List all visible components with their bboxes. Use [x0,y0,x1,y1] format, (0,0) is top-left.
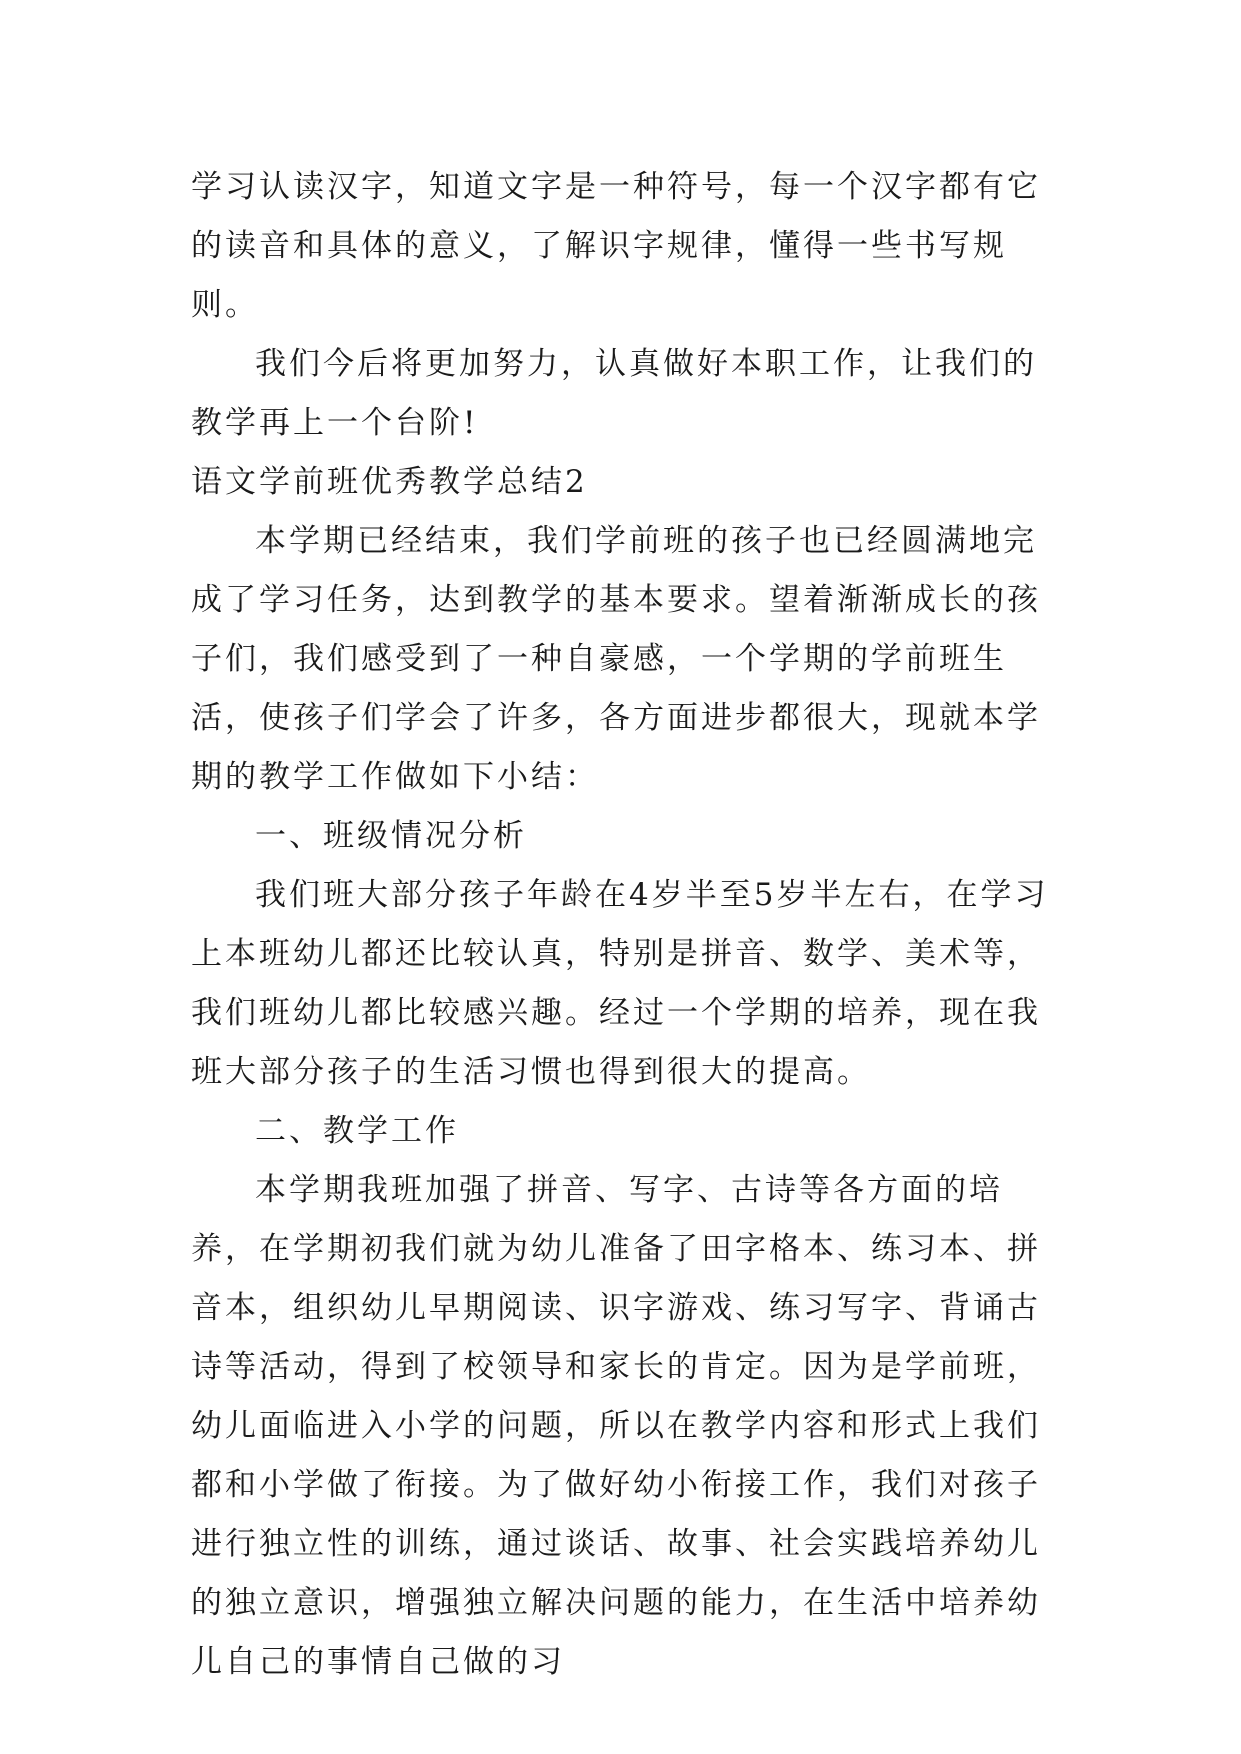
paragraph-3: 本学期已经结束，我们学前班的孩子也已经圆满地完成了学习任务，达到教学的基本要求。望着渐渐成长的孩子们，我们感受到了一种自豪感，一个学期的学前班生活，使孩子们学会了许多，各方面进步都很大，现就本学期的教学工作做如下小结： [191,523,1041,795]
paragraph-5: 本学期我班加强了拼音、写字、古诗等各方面的培养，在学期初我们就为幼儿准备了田字格本、练习本、拼音本，组织幼儿早期阅读、识字游戏、练习写字、背诵古诗等活动，得到了校领导和家长的肯定。因为是学前班，幼儿面临进入小学的问题，所以在教学内容和形式上我们都和小学做了衔接。为了做好幼小衔接工作，我们对孩子进行独立性的训练，通过谈话、故事、社会实践培养幼儿的独立意识，增强独立解决问题的能力，在生活中培养幼儿自己的事情自己做的习 [191,1172,1041,1680]
heading-teaching-work: 二、教学工作 [255,1113,459,1149]
section-title: 语文学前班优秀教学总结2 [191,464,588,500]
paragraph-1: 学习认读汉字，知道文字是一种符号，每一个汉字都有它的读音和具体的意义，了解识字规律，懂得一些书写规则。 [191,169,1041,323]
heading-class-analysis: 一、班级情况分析 [255,818,527,854]
paragraph-4: 我们班大部分孩子年龄在4岁半至5岁半左右，在学习上本班幼儿都还比较认真，特别是拼音、数学、美术等，我们班幼儿都比较感兴趣。经过一个学期的培养，现在我班大部分孩子的生活习惯也得到很大的提高。 [191,877,1049,1090]
paragraph-2: 我们今后将更加努力，认真做好本职工作，让我们的教学再上一个台阶! [191,346,1037,441]
document-body [191,158,1051,1692]
